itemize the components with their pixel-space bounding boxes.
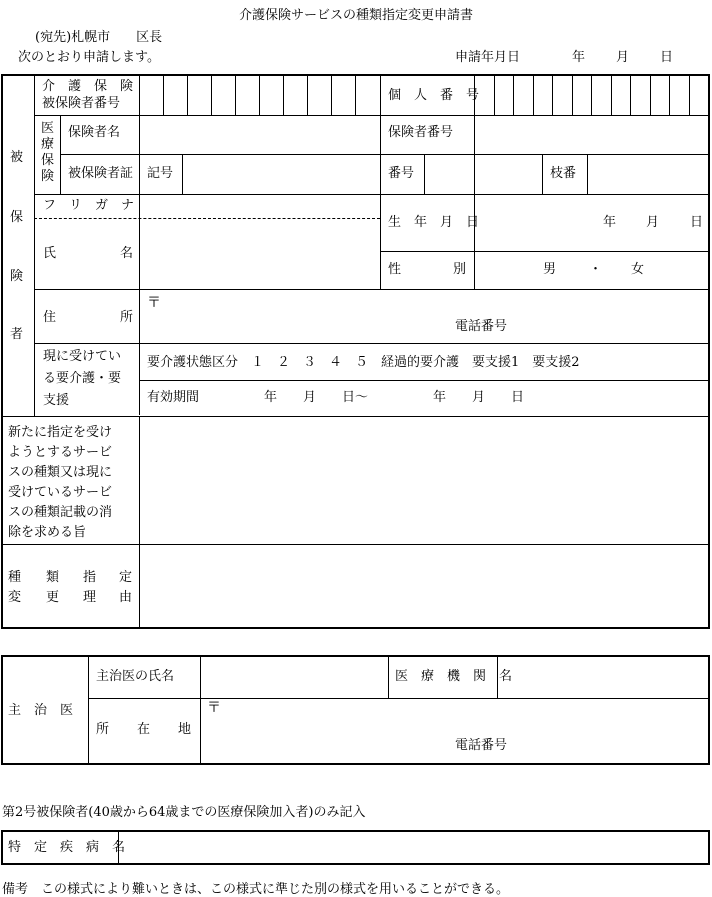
application-month: 月 [616,50,630,65]
birth-day: 日 [690,215,704,230]
application-day: 日 [660,50,674,65]
change-reason-c4: 定 [119,570,133,585]
name-label-2: 名 [120,246,134,261]
application-date-label: 申請年月日 [455,50,521,65]
new-service-label-6: 除を求める旨 [8,525,87,540]
doctor-name-label: 主治医の氏名 [96,669,175,684]
medical-insurance-label-2: 療 [41,137,55,152]
second-insured-note: 第2号被保険者(40歳から64歳までの医療保険加入者)のみ記入 [2,805,366,820]
sex-label-2: 別 [453,262,467,277]
number-label: 番号 [388,166,415,181]
validity-period: 有効期間 年 月 日～ 年 月 日 [147,390,525,405]
care-insurance-label-2: 被保険者番号 [42,96,121,111]
location-label-1: 所 [96,722,110,737]
current-care-label-2: る要介護・要 [43,371,122,386]
document-title: 介護保険サービスの種類指定変更申請書 [238,8,473,23]
sex-separator: ・ [589,262,603,277]
intro-text: 次のとおり申請します。 [18,50,160,65]
birth-year: 年 [603,215,617,230]
insured-side-label-3: 険 [10,269,24,284]
change-reason-c3: 指 [83,570,97,585]
change-reason-d4: 由 [119,590,133,605]
insurer-name-label: 保険者名 [68,125,121,140]
institution-label: 医 療 機 関 名 [395,669,513,684]
location-label-2: 在 [137,722,151,737]
disease-label: 特 定 疾 病 名 [8,840,126,855]
birth-date-label: 生 年 月 日 [388,215,480,230]
birth-month: 月 [646,215,660,230]
change-reason-c2: 類 [46,570,60,585]
branch-label: 枝番 [550,166,577,181]
change-reason-d2: 更 [46,590,60,605]
address-phone-label: 電話番号 [455,319,508,334]
sex-female-option[interactable]: 女 [631,262,645,277]
new-service-label-3: スの種類又は現に [8,465,113,480]
new-service-label-5: スの種類記載の消 [8,505,113,520]
personal-number-label: 個 人 番 号 [388,88,480,103]
location-label-3: 地 [178,722,192,737]
address-postal-mark: 〒 [147,295,161,311]
change-reason-d3: 理 [83,590,97,605]
change-reason-c1: 種 [8,570,22,585]
new-service-label-4: 受けているサービ [8,485,113,500]
doctor-postal-mark: 〒 [207,700,221,716]
sex-label-1: 性 [388,262,402,277]
address-label-2: 所 [120,310,134,325]
care-insurance-label-1: 介 護 保 険 [42,79,134,94]
furigana-label: フ リ ガ ナ [43,198,135,213]
application-year: 年 [572,50,586,65]
remarks: 備考 この様式により難いときは、この様式に準じた別の様式を用いることができる。 [2,882,510,897]
insured-side-label-2: 保 [10,210,24,225]
symbol-label: 記号 [147,166,174,181]
doctor-phone-label: 電話番号 [455,738,508,753]
new-service-label-2: ようとするサービ [8,445,113,460]
current-care-label-1: 現に受けてい [43,349,122,364]
medical-insurance-label-3: 保 [41,153,55,168]
medical-insurance-label-4: 険 [41,169,55,184]
care-level-options[interactable]: 要介護状態区分 １ ２ ３ ４ ５ 経過的要介護 要支援1 要支援2 [147,355,580,370]
insured-side-label-1: 被 [10,150,24,165]
address-label-1: 住 [43,310,57,325]
change-reason-d1: 変 [8,590,22,605]
insurer-number-label: 保険者番号 [388,125,454,140]
medical-insurance-label-1: 医 [41,121,55,136]
current-care-label-3: 支援 [43,393,70,408]
name-label-1: 氏 [43,246,57,261]
new-service-label-1: 新たに指定を受け [8,425,113,440]
doctor-side-label: 主 治 医 [8,703,74,718]
sex-male-option[interactable]: 男 [543,262,557,277]
addressee: (宛先)札幌市 区長 [35,30,163,45]
insured-card-label: 被保険者証 [68,166,134,181]
insured-side-label-4: 者 [10,327,24,342]
